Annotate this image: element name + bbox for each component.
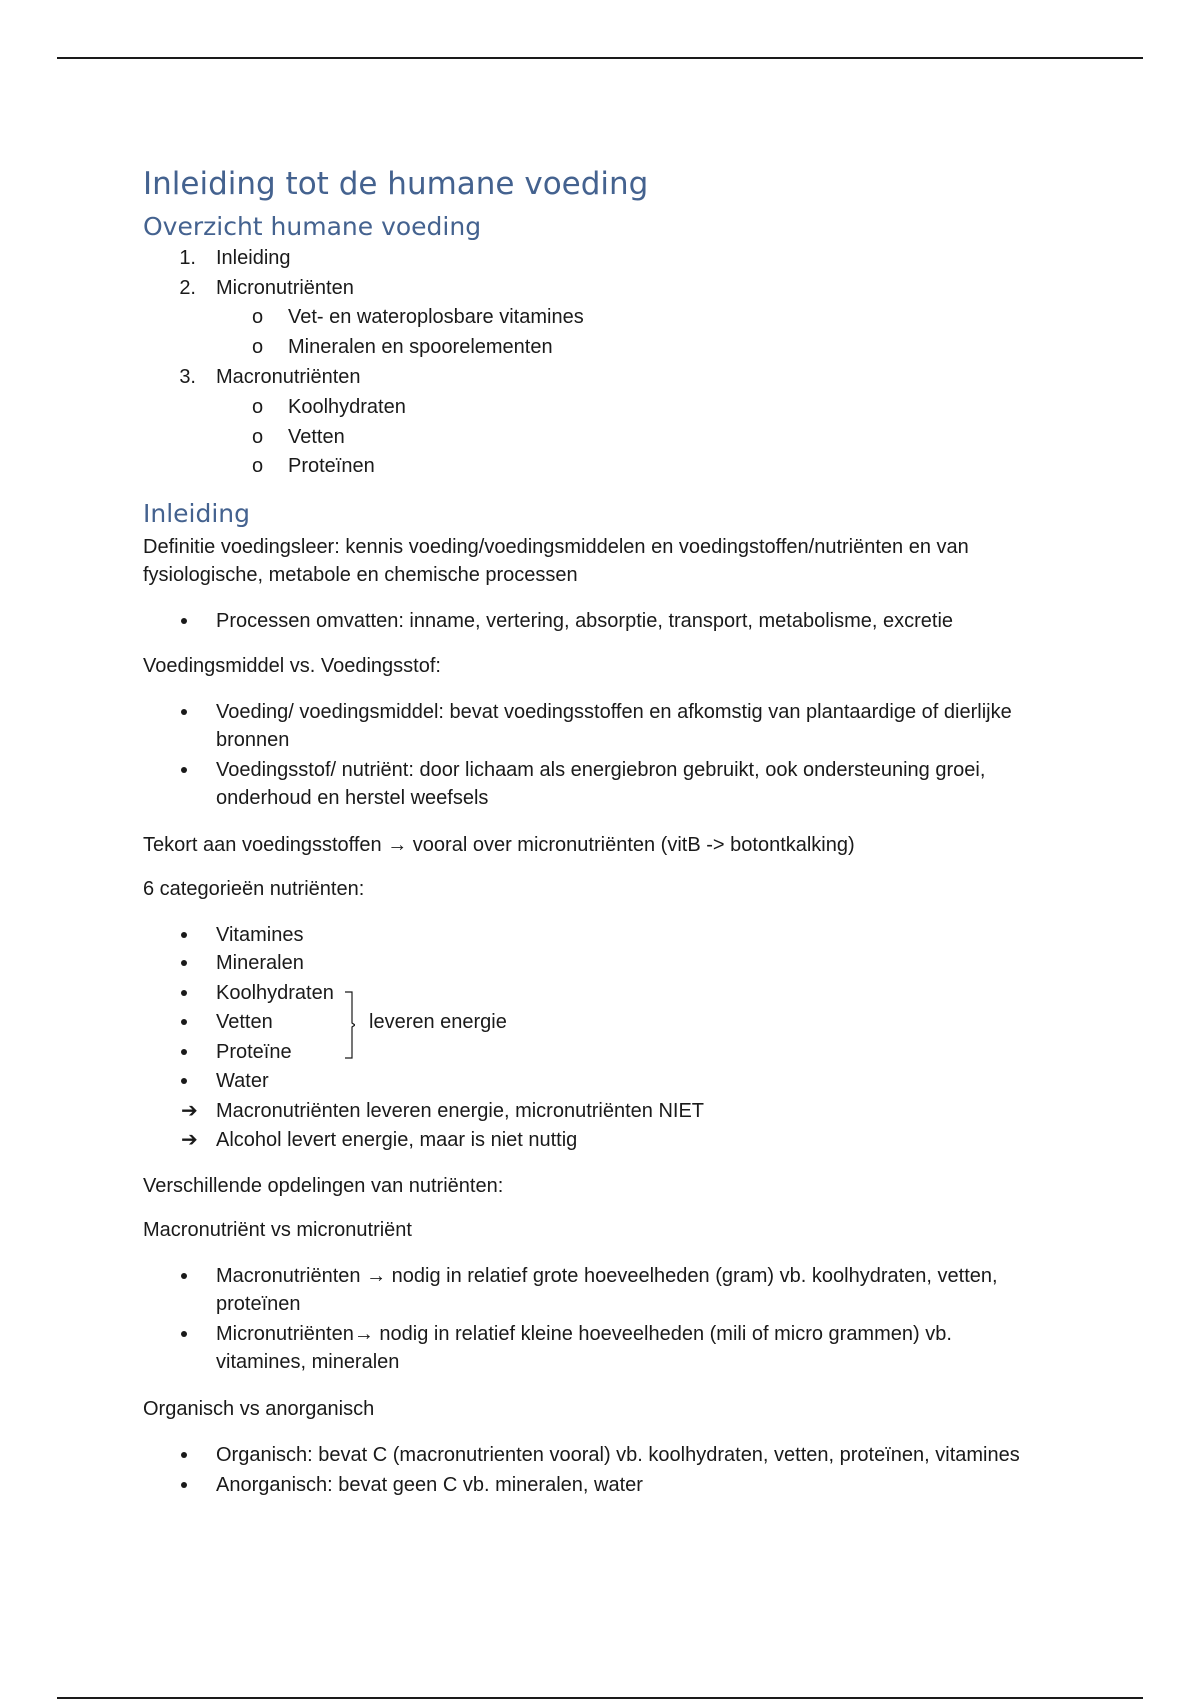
- bullet-icon: [181, 1452, 187, 1458]
- category-item: Vetten: [216, 1011, 273, 1033]
- bullet-text: Anorganisch: bevat geen C vb. mineralen, water: [216, 1474, 643, 1496]
- sub-list-item: Vetten: [288, 426, 345, 448]
- bullet-text: Processen omvatten: inname, vertering, absorptie, transport, metabolisme, excretie: [216, 610, 954, 632]
- definition-line: Definitie voedingsleer: kennis voeding/voedingsmiddelen en voedingstoffen/nutriënten en van: [143, 536, 969, 558]
- sub-marker: o: [252, 336, 264, 358]
- sub-list-item: Proteïnen: [288, 455, 375, 477]
- paragraph: Voedingsmiddel vs. Voedingsstof:: [143, 655, 441, 677]
- bullet-icon: [181, 1049, 187, 1055]
- bullet-icon: [181, 709, 187, 715]
- sub-marker: o: [252, 426, 264, 448]
- category-item: Water: [216, 1070, 269, 1092]
- list-item: Macronutriënten: [216, 366, 361, 388]
- bullet-icon: [181, 618, 187, 624]
- arrow-right-icon: ➔: [181, 1129, 198, 1151]
- arrow-right-icon: ➔: [181, 1100, 198, 1122]
- sub-list-item: Mineralen en spoorelementen: [288, 336, 553, 358]
- bullet-text: Macronutriënten → nodig in relatief grote hoeveelheden (gram) vb. koolhydraten, vetten,: [216, 1265, 998, 1287]
- bullet-icon: [181, 1331, 187, 1337]
- list-item: Inleiding: [216, 247, 291, 269]
- bullet-icon: [181, 932, 187, 938]
- bullet-text-continued: bronnen: [216, 729, 290, 751]
- paragraph: Organisch vs anorganisch: [143, 1398, 375, 1420]
- sub-list-item: Koolhydraten: [288, 396, 406, 418]
- paragraph: Tekort aan voedingsstoffen → vooral over micronutriënten (vitB -> botontkalking): [143, 834, 855, 856]
- category-item: Mineralen: [216, 952, 304, 974]
- bullet-icon: [181, 1273, 187, 1279]
- bullet-icon: [181, 1482, 187, 1488]
- header-rule: [57, 57, 1143, 59]
- category-item: Vitamines: [216, 924, 304, 946]
- list-number: 1.: [179, 247, 196, 269]
- bullet-text: Voedingsstof/ nutriënt: door lichaam als energiebron gebruikt, ook ondersteuning groei,: [216, 759, 986, 781]
- right-brace-icon: [345, 991, 355, 1059]
- document-title: Inleiding tot de humane voeding: [143, 166, 649, 202]
- footer-rule: [57, 1697, 1143, 1699]
- list-item: Micronutriënten: [216, 277, 354, 299]
- sub-marker: o: [252, 306, 264, 328]
- bullet-text: Organisch: bevat C (macronutrienten vooral) vb. koolhydraten, vetten, proteïnen, vitamines: [216, 1444, 1020, 1466]
- section-heading-inleiding: Inleiding: [143, 499, 251, 528]
- bullet-text-continued: proteïnen: [216, 1293, 301, 1315]
- list-number: 2.: [179, 277, 196, 299]
- bullet-icon: [181, 960, 187, 966]
- bullet-icon: [181, 990, 187, 996]
- definition-line: fysiologische, metabole en chemische processen: [143, 564, 578, 586]
- arrow-note: Macronutriënten leveren energie, micronutriënten NIET: [216, 1100, 705, 1122]
- bullet-text-continued: vitamines, mineralen: [216, 1351, 400, 1373]
- sub-list-item: Vet- en wateroplosbare vitamines: [288, 306, 584, 328]
- bullet-icon: [181, 1078, 187, 1084]
- bullet-text-continued: onderhoud en herstel weefsels: [216, 787, 489, 809]
- sub-marker: o: [252, 455, 264, 477]
- bullet-text: Voeding/ voedingsmiddel: bevat voedingsstoffen en afkomstig van plantaardige of dierlijke: [216, 701, 1012, 723]
- paragraph: Macronutriënt vs micronutriënt: [143, 1219, 412, 1241]
- paragraph: 6 categorieën nutriënten:: [143, 878, 365, 900]
- arrow-note: Alcohol levert energie, maar is niet nuttig: [216, 1129, 578, 1151]
- bullet-icon: [181, 767, 187, 773]
- sub-marker: o: [252, 396, 264, 418]
- bullet-icon: [181, 1019, 187, 1025]
- category-item: Proteïne: [216, 1041, 292, 1063]
- paragraph: Verschillende opdelingen van nutriënten:: [143, 1175, 504, 1197]
- bullet-text: Micronutriënten→ nodig in relatief kleine hoeveelheden (mili of micro grammen) vb.: [216, 1323, 952, 1345]
- overview-heading: Overzicht humane voeding: [143, 212, 482, 241]
- list-number: 3.: [179, 366, 196, 388]
- category-item: Koolhydraten: [216, 982, 334, 1004]
- brace-label: leveren energie: [369, 1011, 507, 1033]
